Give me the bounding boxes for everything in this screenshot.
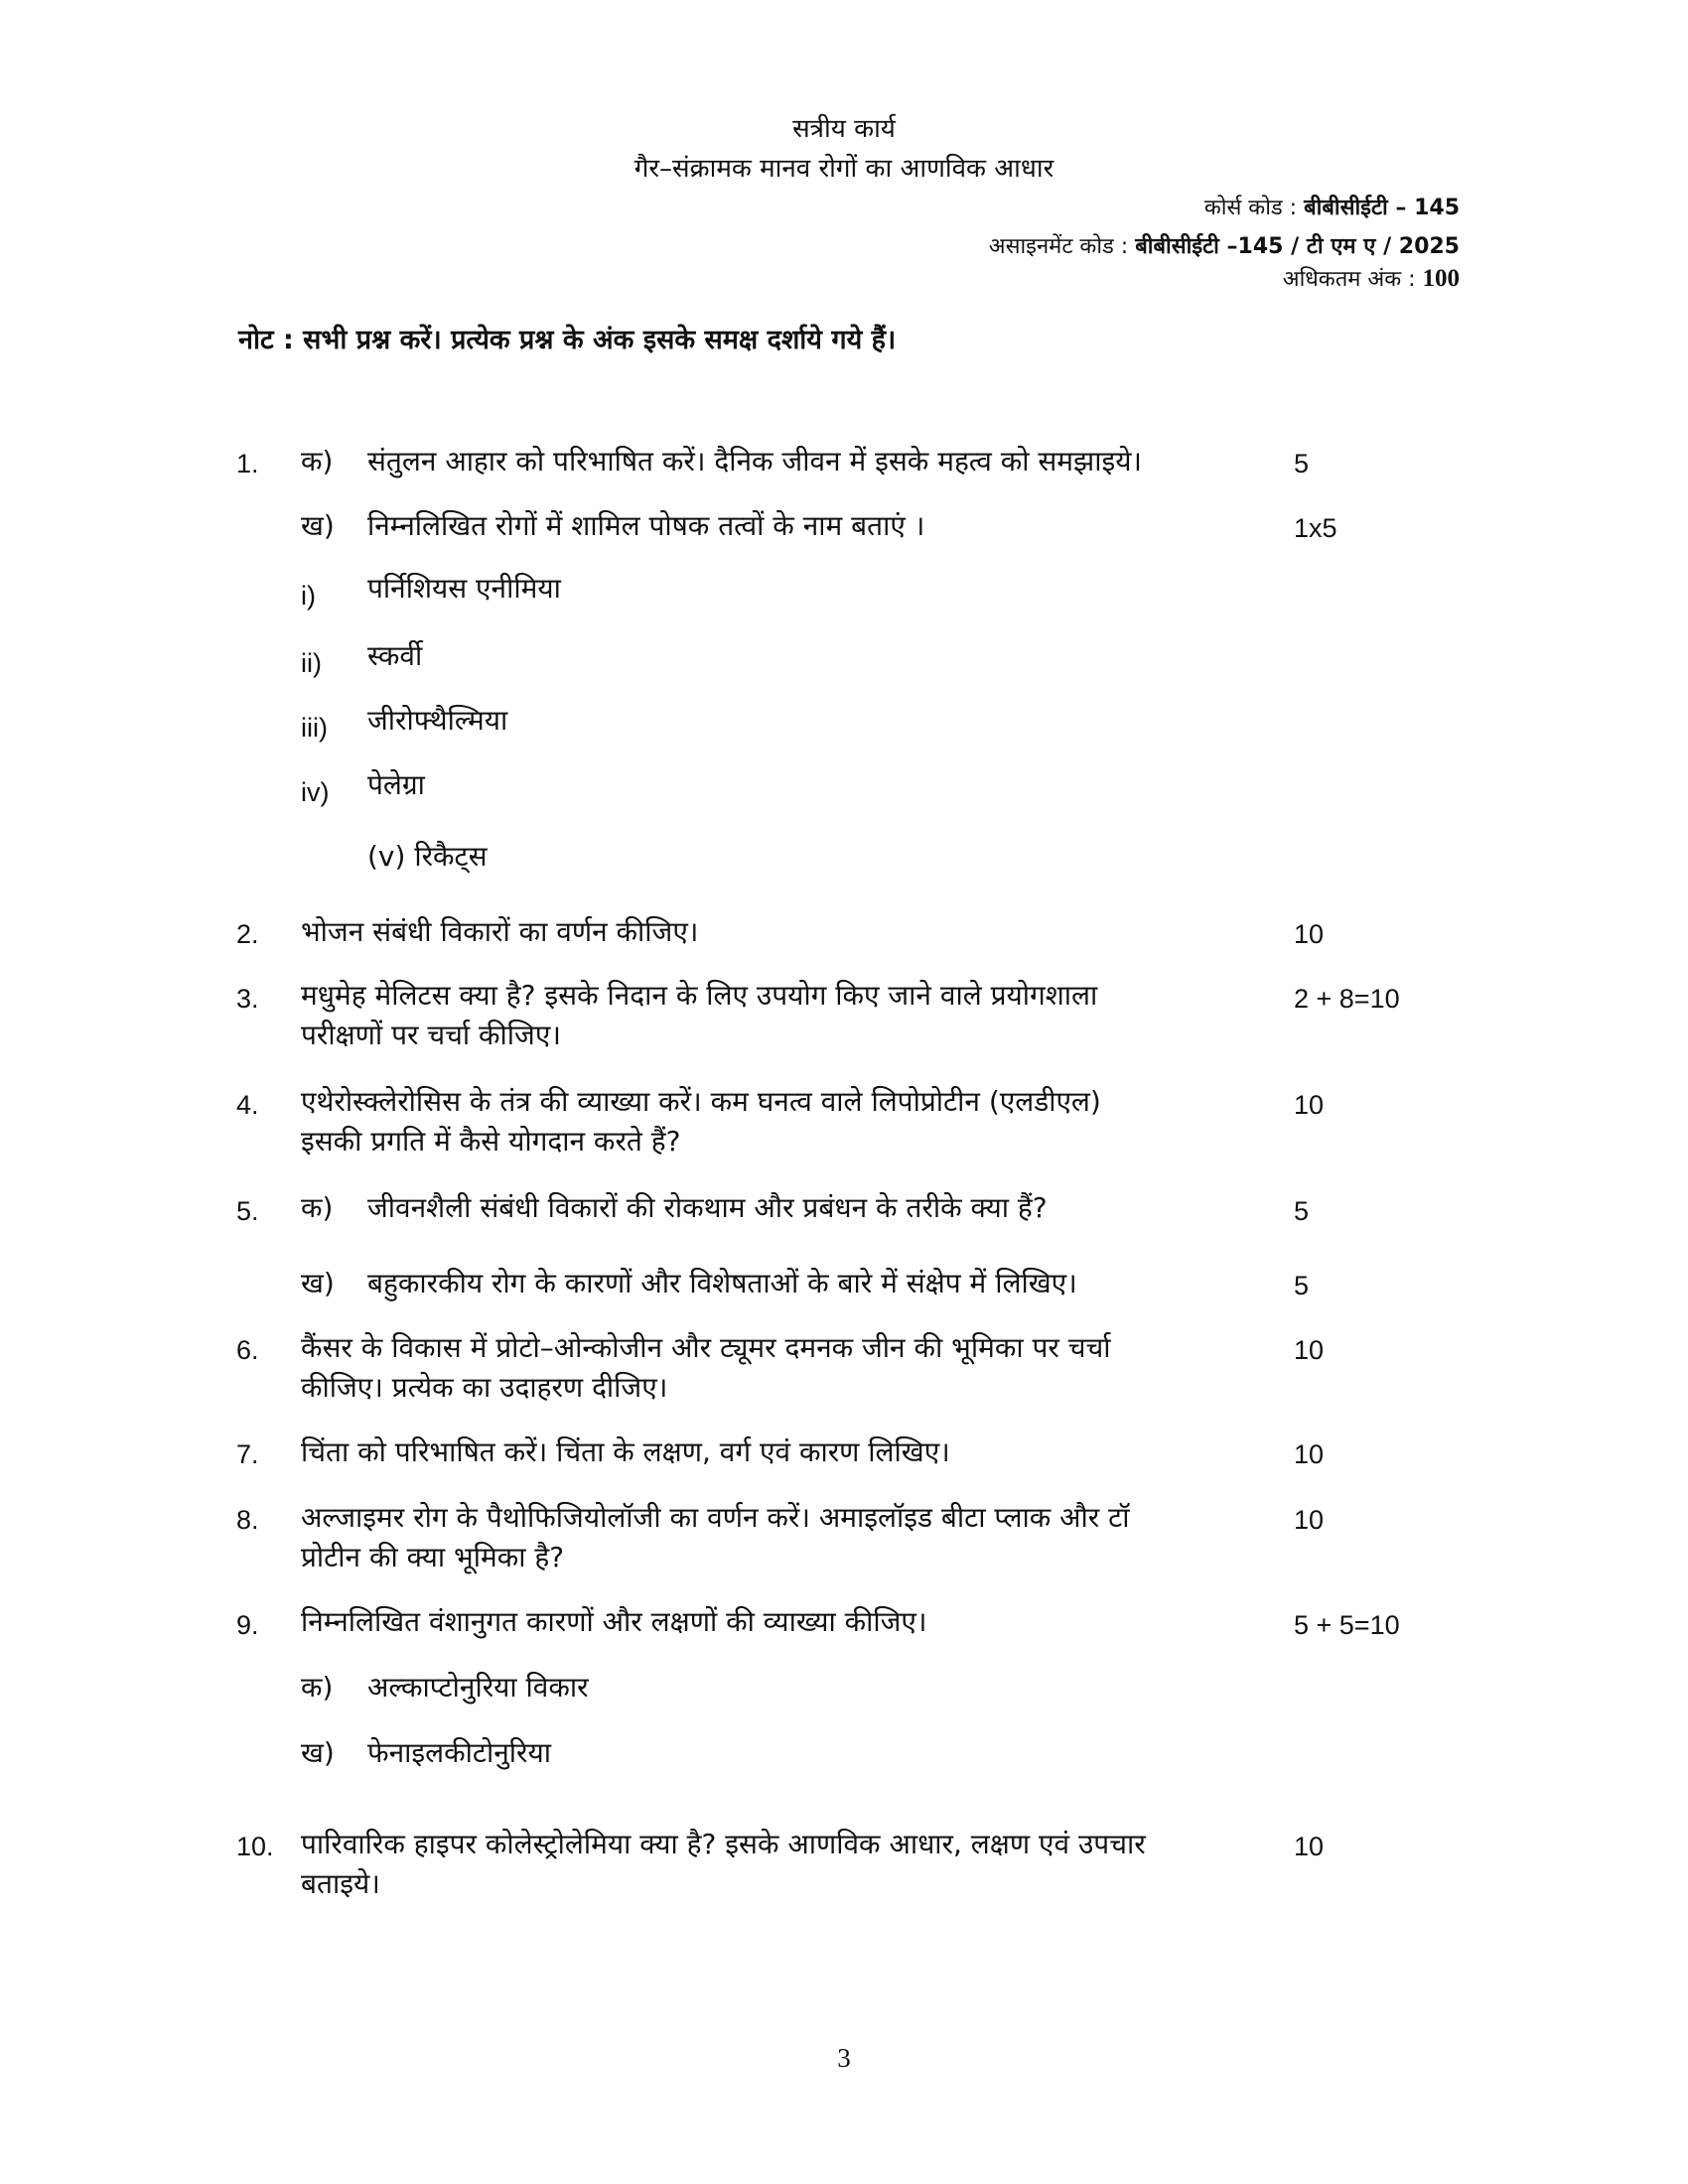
q1-item-label: i) [301, 581, 316, 611]
q1b-marks: 1x5 [1294, 513, 1337, 543]
q8-line2: प्रोटीन की क्या भूमिका है? [301, 1541, 565, 1573]
q3-marks: 2 + 8=10 [1294, 984, 1400, 1014]
q1-item-label: ii) [301, 648, 322, 678]
q9b-label: ख) [301, 1736, 335, 1769]
assignment-code-label: असाइनमेंट कोड : [988, 234, 1129, 259]
q4-number: 4. [236, 1090, 259, 1120]
q7-marks: 10 [1294, 1439, 1325, 1469]
q9b-text: फेनाइलकीटोनुरिया [367, 1736, 551, 1769]
page-number: 3 [837, 2043, 851, 2073]
q5b-text: बहुकारकीय रोग के कारणों और विशेषताओं के बारे में संक्षेप में लिखिए। [367, 1267, 1077, 1299]
q1-item-text: पर्निशियस एनीमिया [367, 572, 561, 605]
q6-marks: 10 [1294, 1335, 1325, 1365]
q3-line1: मधुमेह मेलिटस क्या है? इसके निदान के लिए उपयोग किए जाने वाले प्रयोगशाला [301, 979, 1098, 1012]
q10-marks: 10 [1294, 1832, 1325, 1861]
q9a-text: अल्काप्टोनुरिया विकार [367, 1671, 589, 1704]
q1-item-text: स्कर्वी [367, 639, 423, 672]
q5a-marks: 5 [1294, 1196, 1310, 1226]
q8-number: 8. [236, 1505, 259, 1535]
assignment-code-line [989, 230, 1460, 260]
q10-number: 10. [236, 1832, 274, 1861]
max-marks-value: 100 [1422, 265, 1460, 292]
q7-text: चिंता को परिभाषित करें। चिंता के लक्षण, वर्ग एवं कारण लिखिए। [301, 1435, 950, 1468]
q9a-label: क) [301, 1671, 334, 1704]
q8-line1: अल्जाइमर रोग के पैथोफिजियोलॉजी का वर्णन करें। अमाइलॉइड बीटा प्लाक और टॉ [301, 1501, 1130, 1534]
q6-number: 6. [236, 1335, 259, 1365]
q5b-marks: 5 [1294, 1271, 1310, 1300]
q3-line2: परीक्षणों पर चर्चा कीजिए। [301, 1019, 561, 1051]
q10-line1: पारिवारिक हाइपर कोलेस्ट्रोलेमिया क्या है? इसके आणविक आधार, लक्षण एवं उपचार [301, 1828, 1146, 1860]
q2-number: 2. [236, 919, 259, 949]
q1-item-label: iii) [301, 713, 328, 743]
q4-line2: इसकी प्रगति में कैसे योगदान करते हैं? [301, 1125, 681, 1158]
q6-line2: कीजिए। प्रत्येक का उदाहरण दीजिए। [301, 1371, 668, 1404]
max-marks-line [1283, 263, 1460, 293]
q1a-label: क) [301, 445, 334, 478]
q9-number: 9. [236, 1610, 259, 1640]
document-title: सत्रीय कार्य [792, 114, 896, 144]
course-code-line [1204, 192, 1460, 221]
q1-item-text: पेलेग्रा [367, 768, 425, 801]
q4-marks: 10 [1294, 1090, 1325, 1120]
q2-text: भोजन संबंधी विकारों का वर्णन कीजिए। [301, 915, 699, 948]
q1a-marks: 5 [1294, 449, 1310, 478]
q1-number: 1. [236, 449, 259, 478]
q7-number: 7. [236, 1439, 259, 1469]
document-subtitle: गैर–संक्रामक मानव रोगों का आणविक आधार [633, 154, 1055, 184]
q1b-label: ख) [301, 509, 335, 542]
q5-number: 5. [236, 1196, 259, 1226]
q10-line2: बताइये। [301, 1867, 380, 1900]
q1-item-label: iv) [301, 777, 330, 807]
course-code-label: कोर्स कोड : [1203, 196, 1298, 220]
assignment-code-value: बीबीसीईटी –145 / टी एम ए / 2025 [1135, 234, 1460, 259]
q3-number: 3. [236, 984, 259, 1014]
q9-marks: 5 + 5=10 [1294, 1610, 1400, 1640]
q1a-text: संतुलन आहार को परिभाषित करें। दैनिक जीवन में इसके महत्व को समझाइये। [367, 445, 1143, 478]
max-marks-label: अधिकतम अंक : [1282, 267, 1416, 292]
q1-item-text: जीरोफ्थैल्मिया [367, 704, 508, 737]
q9-text: निम्नलिखित वंशानुगत कारणों और लक्षणों की व्याख्या कीजिए। [301, 1605, 927, 1638]
q5b-label: ख) [301, 1267, 335, 1299]
q1-item5: (v) रिकैट्स [367, 840, 488, 873]
q4-line1: एथेरोस्क्लेरोसिस के तंत्र की व्याख्या करें। कम घनत्व वाले लिपोप्रोटीन (एलडीएल) [301, 1085, 1101, 1118]
q8-marks: 10 [1294, 1505, 1325, 1535]
q5a-text: जीवनशैली संबंधी विकारों की रोकथाम और प्रबंधन के तरीके क्या हैं? [367, 1191, 1048, 1224]
q6-line1: कैंसर के विकास में प्रोटो–ओन्कोजीन और ट्यूमर दमनक जीन की भूमिका पर चर्चा [301, 1331, 1111, 1364]
q2-marks: 10 [1294, 919, 1325, 949]
q1b-text: निम्नलिखित रोगों में शामिल पोषक तत्वों के नाम बताएं । [367, 509, 925, 542]
course-code-value: बीबीसीईटी – 145 [1304, 196, 1460, 220]
q5a-label: क) [301, 1191, 334, 1224]
instruction-note: नोट : सभी प्रश्न करें। प्रत्येक प्रश्न के अंक इसके समक्ष दर्शाये गये हैं। [238, 325, 897, 355]
